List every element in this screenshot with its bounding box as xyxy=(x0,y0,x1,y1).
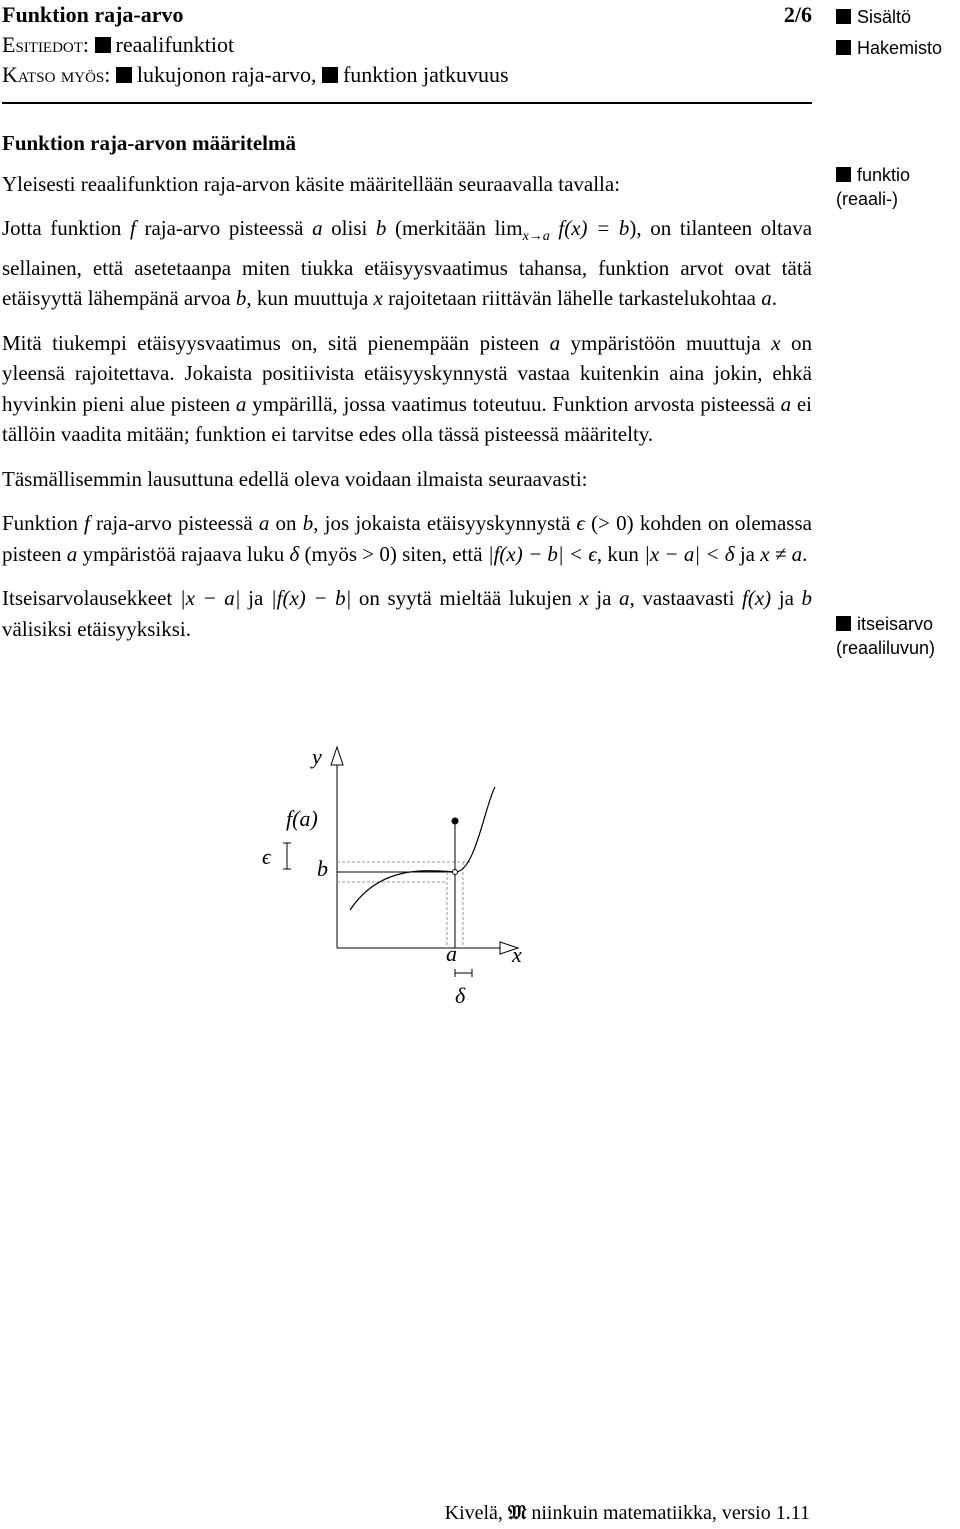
link-square-icon xyxy=(322,67,338,83)
prerequisites-line xyxy=(2,30,812,60)
page-number: 2/6 xyxy=(783,2,812,27)
definition-paragraph: Jotta funktion f raja-arvo pisteessä a olisi b (merkitään $\lim_{x\to a} f(x) = b$), on tilanteen oltava sellainen, että asetetaanpa miten tiukka etäisyysvaatimus tahansa, funktion arvot ovat tätä etäisyyttä lähempänä arvoa b, kun muuttuja x rajoitetaan riittävän lähelle tarkastelukohtaa a. xyxy=(2,216,813,311)
explanation-paragraph: Mitä tiukempi etäisyysvaatimus on, sitä pienempään pisteen a ympäristöön muuttuja x on yleensä rajoitettava. Jokaista positiivista etäisyyskynnystä vastaa kuitenkin aina jokin, ehkä hyvinkin pieni alue pisteen a ympärillä, jossa vaatimus toteutuu. Funktion arvosta pisteessä a ei tällöin vaadita mitään; funktion ei tarvitse edes olla tässä pisteessä määritelty. xyxy=(2,330,813,447)
see-also-label: Katso myös: xyxy=(2,62,111,87)
link-square-icon xyxy=(836,167,851,182)
section-heading: Funktion raja-arvon määritelmä xyxy=(2,131,296,155)
index-link[interactable]: Hakemisto xyxy=(836,38,942,58)
navigation xyxy=(836,2,942,64)
epsilon-delta-paragraph: Funktion f raja-arvo pisteessä a on b, jos jokaista etäisyyskynnystä ϵ (> 0) kohden on olemassa pisteen a ympäristöä rajaava luku δ (myös > 0) siten, että |f(x) − b| < ϵ, kun |x − a| < δ ja x ≠ a. xyxy=(2,511,812,566)
x-axis-label: x xyxy=(512,942,522,967)
fa-label: f(a) xyxy=(286,806,318,831)
link-square-icon xyxy=(116,67,132,83)
function-curve xyxy=(350,787,495,910)
limit-point xyxy=(453,870,458,875)
fa-point xyxy=(452,818,459,825)
margin-link-function[interactable]: funktio (reaali-) xyxy=(836,165,911,209)
link-square-icon xyxy=(836,616,851,631)
see-also-line xyxy=(2,60,812,90)
header-divider xyxy=(2,102,812,104)
delta-label: δ xyxy=(455,983,466,1008)
page-header xyxy=(2,0,812,90)
y-axis-arrow-icon xyxy=(331,747,343,765)
b-label: b xyxy=(317,856,328,881)
prerequisite-link[interactable]: reaalifunktiot xyxy=(95,32,235,57)
link-square-icon xyxy=(836,40,851,55)
a-label: a xyxy=(446,941,457,966)
limit-diagram xyxy=(250,735,550,1015)
prerequisites-label: Esitiedot: xyxy=(2,32,90,57)
link-square-icon xyxy=(836,9,851,24)
see-also-link-continuity[interactable]: funktion jatkuvuus xyxy=(322,62,509,87)
footer: Kivelä, 𝔐 niinkuin matematiikka, versio 1.11 xyxy=(444,1502,810,1524)
epsilon-label: ϵ xyxy=(262,844,271,869)
intro-paragraph: Yleisesti reaalifunktion raja-arvon käsite määritellään seuraavalla tavalla: xyxy=(2,171,621,196)
precise-intro-paragraph: Täsmällisemmin lausuttuna edellä oleva voidaan ilmaista seuraavasti: xyxy=(2,466,588,491)
contents-link[interactable]: Sisältö xyxy=(836,7,911,27)
link-square-icon xyxy=(95,37,111,53)
y-axis-label: y xyxy=(312,744,322,769)
margin-link-absolute-value[interactable]: itseisarvo (reaaliluvun) xyxy=(836,614,936,658)
see-also-link-sequence-limit[interactable]: lukujonon raja-arvo, xyxy=(116,62,317,87)
absolute-value-paragraph: Itseisarvolausekkeet |x − a| ja |f(x) − b| on syytä mieltää lukujen x ja a, vastaavasti f(x) ja b välisiksi etäisyyksiksi. xyxy=(2,586,812,641)
footer-logo: 𝔐 xyxy=(507,1502,527,1524)
main-content xyxy=(2,128,812,658)
page-title: Funktion raja-arvo xyxy=(2,2,184,27)
